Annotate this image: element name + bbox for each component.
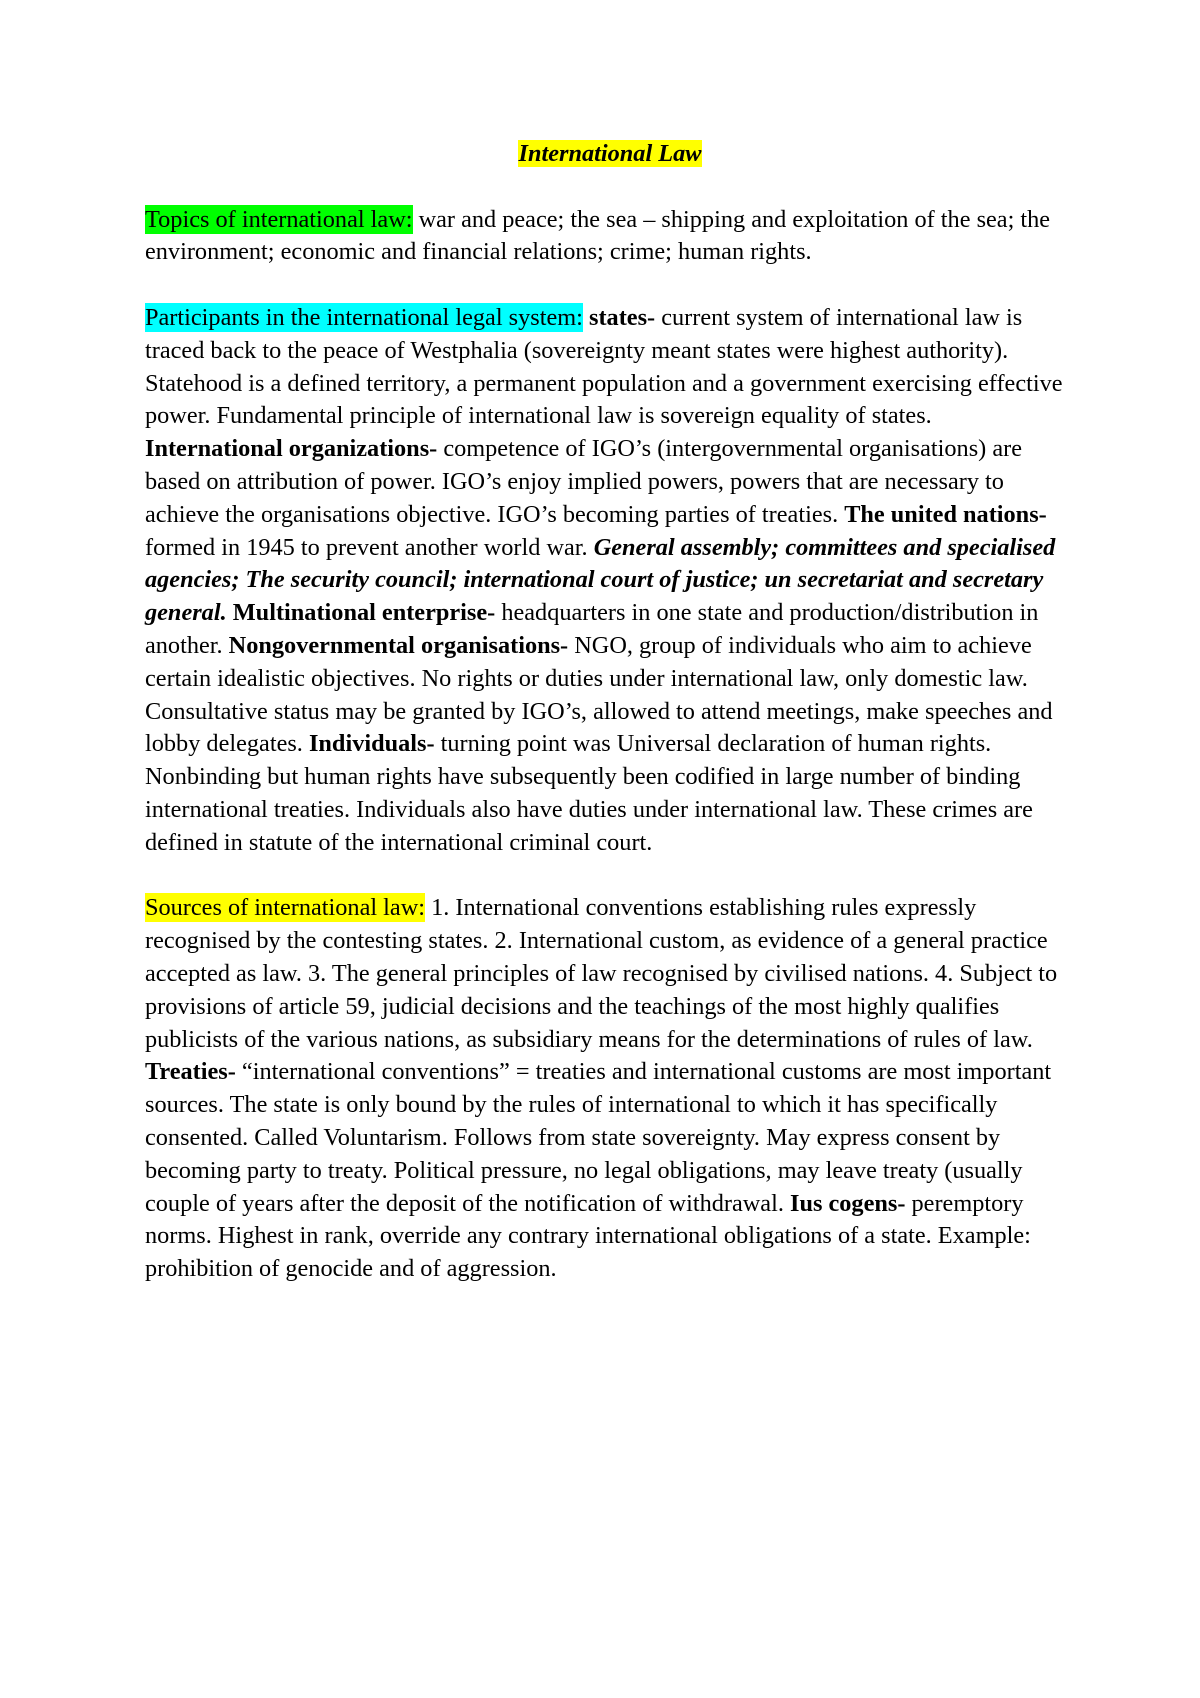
individuals-text: turning point was Universal declaration of human rights. Nonbinding but human rights have subsequently been codified in large number of binding international treaties. Individuals also have duties under international law. These crimes are defined in statute of the international criminal court. xyxy=(145,730,1033,856)
ngo-text: NGO, group of individuals who aim to achieve certain idealistic objectives. No rights or duties under international law, only domestic law. Consultative status may be granted by IGO’s, allowed to attend meetings, make speeches and lobby delegates. xyxy=(145,631,1053,758)
states-text: current system of international law is traced back to the peace of Westphalia (sovereignty meant states were highest authority). Statehood is a defined territory, a permanent population and a government exercising effective power. Fundamental principle of international law is sovereign equality of states. xyxy=(145,303,1063,430)
topics-text: war and peace; the sea – shipping and exploitation of the sea; the environment; economic and financial relations; crime; human rights. xyxy=(145,205,1051,266)
sources-label: Sources of international law: xyxy=(145,894,426,922)
un-organs: General assembly; committees and specialised agencies; The security council; international court of justice; un secretariat and secretary general. xyxy=(145,533,1056,627)
mne-text: headquarters in one state and production/distribution in another. xyxy=(145,599,1039,659)
title-text: International Law xyxy=(518,140,702,167)
io-term: International organizations- xyxy=(145,435,438,463)
topics-label: Topics of international law: xyxy=(145,205,413,233)
document-title xyxy=(145,138,1075,171)
un-term: The united nations- xyxy=(844,500,1047,528)
topics-paragraph xyxy=(145,204,1075,270)
states-term: states- xyxy=(589,303,656,331)
participants-label: Participants in the international legal system: xyxy=(145,303,583,331)
treaties-term: Treaties- xyxy=(145,1058,236,1086)
ngo-term: Nongovernmental organisations- xyxy=(228,631,569,659)
un-text: formed in 1945 to prevent another world war. xyxy=(145,533,594,561)
document-body xyxy=(145,138,1075,1319)
io-text: competence of IGO’s (intergovernmental organisations) are based on attribution of power. IGO’s enjoy implied powers, powers that are necessary to achieve the organisations objective. IGO’s becoming parties of treaties. xyxy=(145,435,1022,528)
sources-paragraph xyxy=(145,892,1075,1286)
treaties-text: “international conventions” = treaties and international customs are most important sources. The state is only bound by the rules of international to which it has specifically consented. Called Voluntarism. Follows from state sovereignty. May express consent by becoming party to treaty. Political pressure, no legal obligations, may leave treaty (usually couple of years after the deposit of the notification of withdrawal. xyxy=(145,1058,1052,1217)
participants-paragraph xyxy=(145,302,1075,860)
individuals-term: Individuals- xyxy=(308,730,435,758)
sources-text: 1. International conventions establishing rules expressly recognised by the contesting states. 2. International custom, as evidence of a general practice accepted as law. 3. The general principles of law recognised by civilised nations. 4. Subject to provisions of article 59, judicial decisions and the teachings of the most highly qualifies publicists of the various nations, as subsidiary means for the determinations of rules of law. xyxy=(145,894,1058,1053)
mne-term: Multinational enterprise- xyxy=(232,599,496,627)
ius-cogens-text: peremptory norms. Highest in rank, override any contrary international obligations of a state. Example: prohibition of genocide and of aggression. xyxy=(145,1189,1031,1283)
ius-cogens-term: Ius cogens- xyxy=(790,1189,906,1217)
